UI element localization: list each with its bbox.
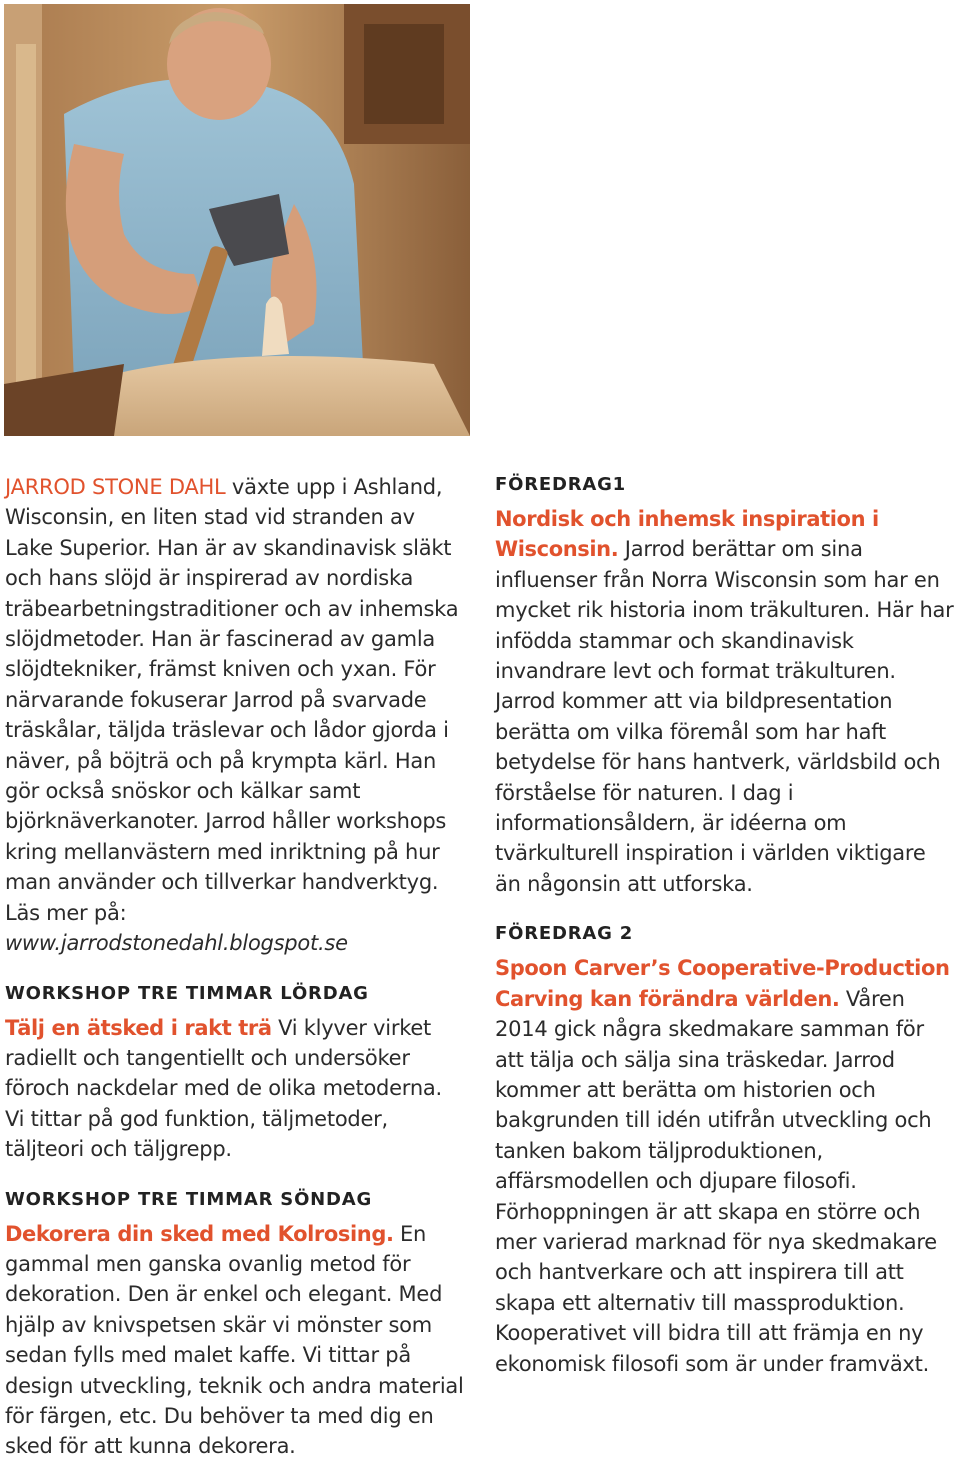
lecture-2-title: Spoon Carver’s Cooperative-Production Carving kan förändra världen.: [495, 956, 950, 1011]
lecture-1-heading: FÖREDRAG1: [495, 474, 626, 495]
workshop-saturday-heading: WORKSHOP TRE TIMMAR LÖRDAG: [5, 982, 369, 1004]
bio-text: växte upp i Ashland, Wisconsin, en liten stad vid stranden av Lake Superior. Han är av skandinavisk släkt och hans slöjd är inspirerad av nordiska träbearbetningstraditioner och av inhemska slöjdmetoder. Han är fascinerad av gamla slöjdtekniker, främst kniven och yxan. För närvarande fokuserar Jarrod på svarvade träskålar, täljda träslevar och lådor gjorda i näver, på böjträ och på krympta kärl. Han gör också snöskor och kälkar samt björknäverkanoter. Jarrod håller workshops kring mellanvästern med inriktning på hur man använder och tillverkar handverktyg. Läs mer på:: [5, 475, 459, 925]
lecture-1-paragraph: [495, 504, 957, 899]
photo-illustration: [4, 4, 470, 436]
lecture-2-text: Våren 2014 gick några skedmakare samman för att tälja och sälja sina träskedar. Jarrod kommer att berätta om historien och bakgrunden till idén utifrån utveckling och tanken bakom täljproduktionen, affärsmodellen och djupare filosofi. Förhoppningen är att skapa en större och mer varierad marknad för nya skedmakare och hantverkare och att inspirera till att skapa ett alternativ till massproduktion. Kooperativet vill bidra till att främja en ny ekonomisk filosofi som är under framväxt.: [495, 986, 937, 1376]
left-column: [5, 472, 467, 1462]
bio-name: JARROD STONE DAHL: [5, 475, 226, 499]
workshop-saturday-paragraph: [5, 1013, 467, 1165]
workshop-saturday-text: Vi klyver virket radiellt och tangentiellt och undersöker föroch nackdelar med de olika metoderna. Vi tittar på god funktion, täljmetoder, täljteori och täljgrepp.: [5, 1015, 442, 1162]
workshop-saturday-title: Tälj en ätsked i rakt trä: [5, 1015, 272, 1040]
lecture-2-paragraph: [495, 953, 957, 1379]
bio-paragraph: [5, 472, 467, 959]
workshop-sunday-text: En gammal men ganska ovanlig metod för dekoration. Den är enkel och elegant. Med hjälp av knivspetsen skär vi mönster som sedan fylls med malet kaffe. Vi tittar på design utveckling, teknik och andra material för färgen, etc. Du behöver ta med dig en sked för att kunna dekorera.: [5, 1221, 464, 1459]
photo-woodcarver: [4, 4, 470, 436]
blog-link[interactable]: www.jarrodstonedahl.blogspot.se: [5, 931, 348, 956]
lecture-1-title: Nordisk och inhemsk inspiration i Wisconsin.: [495, 507, 879, 562]
lecture-2-heading: FÖREDRAG 2: [495, 923, 634, 945]
workshop-sunday-title: Dekorera din sked med Kolrosing.: [5, 1221, 394, 1246]
lecture-1-text: Jarrod berättar om sina influenser från Norra Wisconsin som har en mycket rik historia inom träkulturen. Här har infödda stammar och skandinavisk invandrare levt och format träkulturen. Jarrod kommer att via bildpresentation berätta om vilka föremål som har haft betydelse för hans hantverk, världsbild och förståelse för naturen. I dag i informationsåldern, är idéerna om tvärkulturell inspiration i världen viktigare än någonsin att utforska.: [495, 537, 954, 896]
workshop-sunday-heading: WORKSHOP TRE TIMMAR SÖNDAG: [5, 1188, 373, 1210]
workshop-sunday-paragraph: [5, 1219, 467, 1462]
right-column: [495, 472, 957, 1379]
